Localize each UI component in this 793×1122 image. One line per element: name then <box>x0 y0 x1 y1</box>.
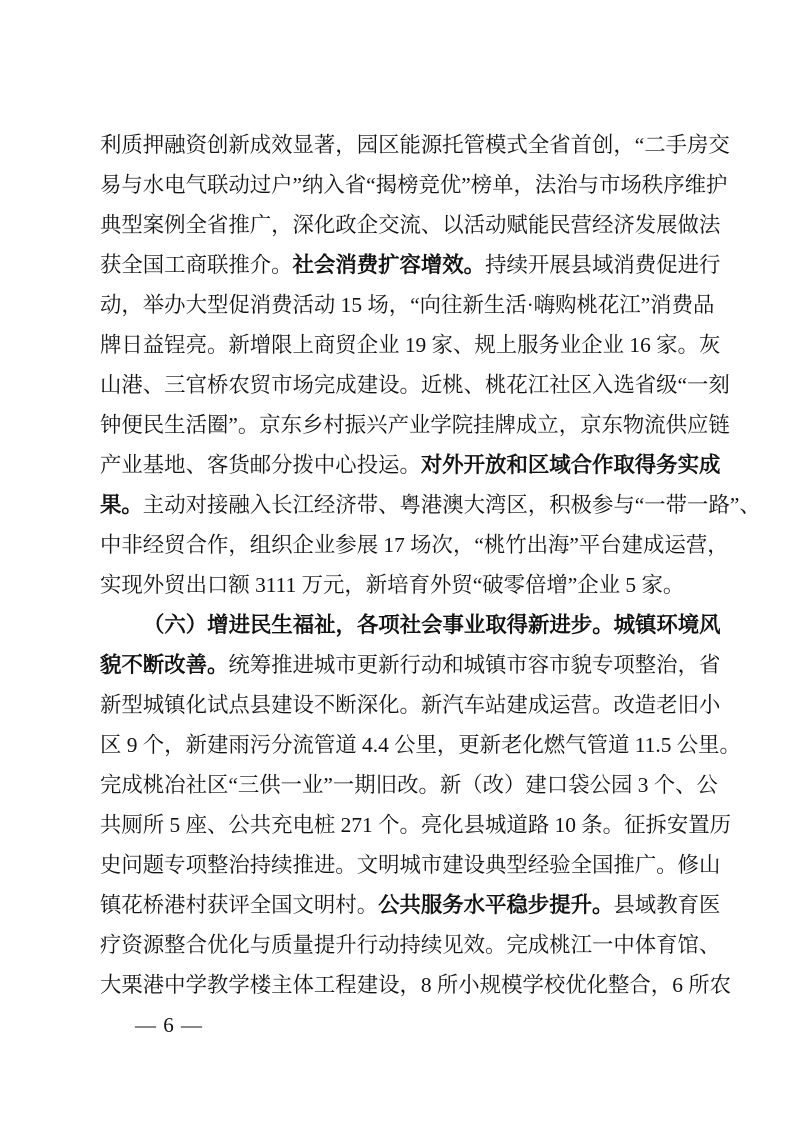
text-line-7 <box>100 365 730 405</box>
body-text: 主动对接融入长江经济带、粤港澳大湾区，积极参与“一带一路”、 <box>142 493 761 517</box>
text-line-20 <box>100 885 721 925</box>
text-line-22 <box>100 965 732 1005</box>
body-text: 史问题专项整治持续推进。文明城市建设典型经验全国推广。修山 <box>100 853 721 877</box>
body-text: 新型城镇化试点县建设不断深化。新汽车站建成运营。改造老旧小 <box>100 693 721 717</box>
body-text: 钟便民生活圈”。京东乡村振兴产业学院挂牌成立，京东物流供应链 <box>100 413 730 437</box>
text-line-19 <box>100 845 721 885</box>
text-line-16 <box>100 725 741 765</box>
text-line-3 <box>100 205 721 245</box>
body-text: 实现外贸出口额 3111 万元，新培育外贸“破零倍增”企业 5 家。 <box>100 573 685 597</box>
body-text: 统筹推进城市更新行动和城镇市容市貌专项整治，省 <box>228 653 721 677</box>
page-number: — 6 — <box>135 1013 203 1037</box>
body-text: 疗资源整合优化与质量提升行动持续见效。完成桃江一中体育馆、 <box>100 933 721 957</box>
text-line-11 <box>100 525 729 565</box>
emphasis-text: 对外开放和区域合作取得务实成 <box>420 453 721 477</box>
body-text: 持续开展县域消费促进行 <box>485 253 721 277</box>
emphasis-text: （六）增进民生福祉，各项社会事业取得新进步。城镇环境风 <box>143 613 721 637</box>
body-text: 完成桃冶社区“三供一业”一期旧改。新（改）建口袋公园 3 个、公 <box>100 773 718 797</box>
text-line-6 <box>100 325 721 365</box>
emphasis-text: 貌不断改善。 <box>100 653 229 677</box>
text-line-1 <box>100 125 730 165</box>
body-text: 共厕所 5 座、公共充电桩 271 个。亮化县城道路 10 条。征拆安置历 <box>100 813 732 837</box>
emphasis-text: 社会消费扩容增效。 <box>292 253 486 277</box>
text-line-2 <box>100 165 728 205</box>
text-line-21 <box>100 925 721 965</box>
text-line-4 <box>100 245 721 285</box>
body-text: 区 9 个，新建雨污分流管道 4.4 公里，更新老化燃气管道 11.5 公里。 <box>100 733 741 757</box>
body-text: 县域教育医 <box>613 893 721 917</box>
body-text: 易与水电气联动过户”纳入省“揭榜竞优”榜单，法治与市场秩序维护 <box>100 173 728 197</box>
text-line-10 <box>100 485 761 525</box>
text-line-17 <box>100 765 718 805</box>
body-text: 动，举办大型促消费活动 15 场，“向往新生活·嗨购桃花江”消费品 <box>100 293 715 317</box>
text-line-14 <box>100 645 721 685</box>
body-text: 典型案例全省推广，深化政企交流、以活动赋能民营经济发展做法 <box>100 213 721 237</box>
text-line-8 <box>100 405 730 445</box>
body-text: 产业基地、客货邮分拨中心投运。 <box>100 453 421 477</box>
body-text: 镇花桥港村获评全国文明村。 <box>100 893 379 917</box>
body-text: 中非经贸合作，组织企业参展 17 场次，“桃竹出海”平台建成运营， <box>100 533 729 557</box>
body-text: 山港、三官桥农贸市场完成建设。近桃、桃花江社区入选省级“一刻 <box>100 373 730 397</box>
body-text: 利质押融资创新成效显著，园区能源托管模式全省首创，“二手房交 <box>100 133 730 157</box>
body-text: 大栗港中学教学楼主体工程建设，8 所小规模学校优化整合，6 所农 <box>100 973 732 997</box>
body-text: 获全国工商联推介。 <box>100 253 293 277</box>
text-line-5 <box>100 285 715 325</box>
text-line-18 <box>100 805 732 845</box>
emphasis-text: 公共服务水平稳步提升。 <box>378 893 614 917</box>
emphasis-text: 果。 <box>100 493 143 517</box>
text-line-13 <box>100 605 721 645</box>
text-line-12 <box>100 565 702 605</box>
text-line-15 <box>100 685 721 725</box>
body-text: 牌日益锃亮。新增限上商贸企业 19 家、规上服务业企业 16 家。灰 <box>100 333 721 357</box>
page-body-text <box>100 125 761 1005</box>
text-line-9 <box>100 445 721 485</box>
